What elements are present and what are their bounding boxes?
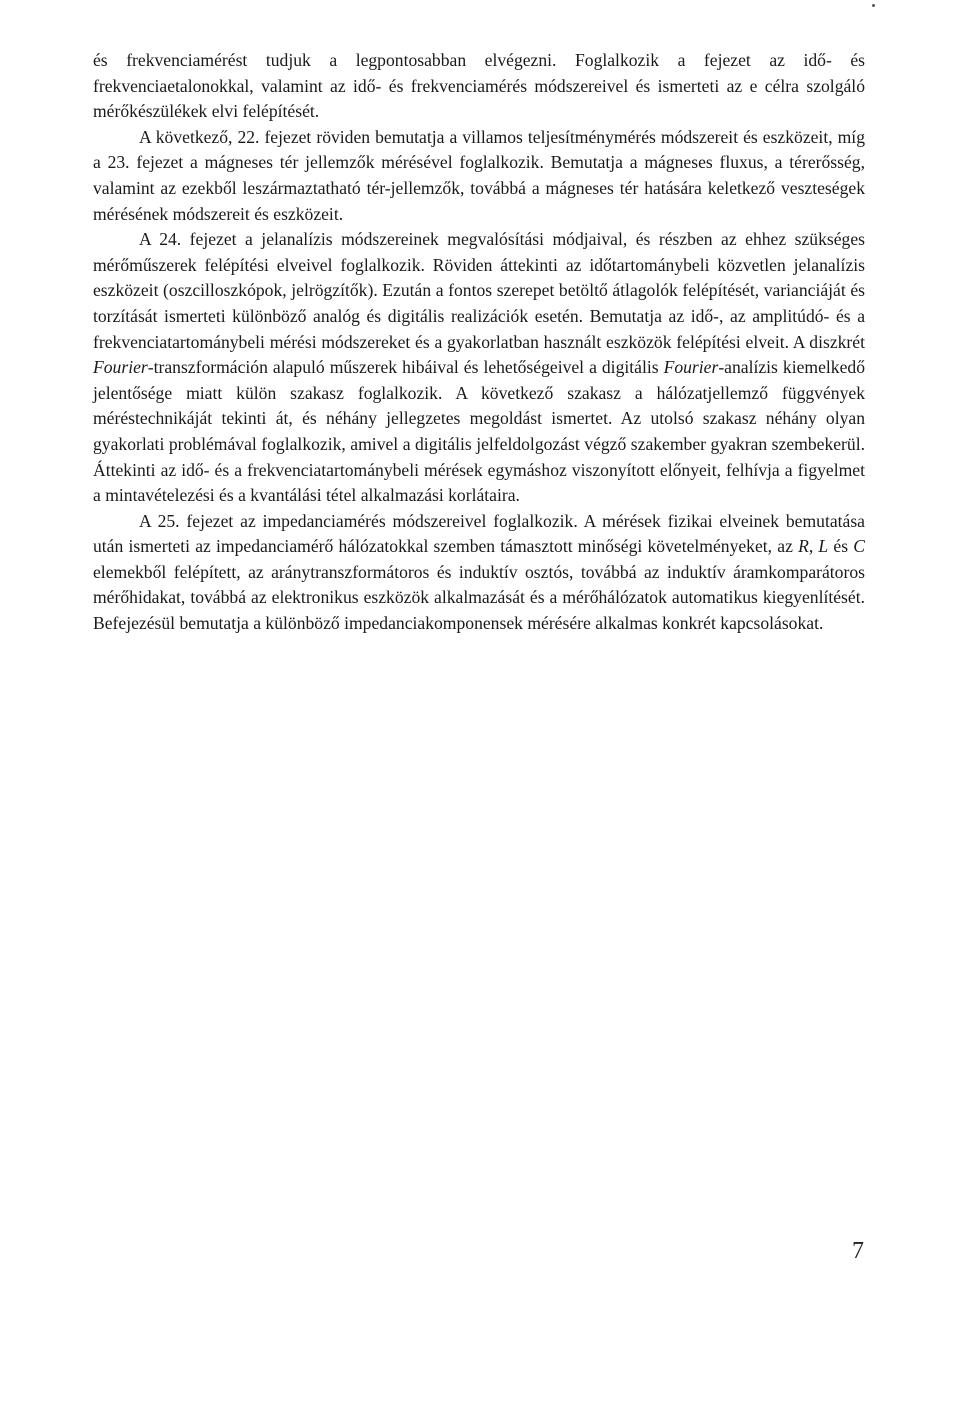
italic-term: Fourier	[93, 357, 148, 378]
page-number: 7	[852, 1238, 864, 1264]
text-run: -analízis kiemelkedő jelentősége miatt külön szakasz foglalkozik. A következő szakasz a hálózatjellemző függvények méréstechnikáját tekinti át, és néhány jellegzetes megoldást ismertet. Az utolsó szakasz néhány olyan gyakorlati problémával foglalkozik, amivel a digitális jelfeldolgozást végző szakember gyakran szembekerül. Áttekinti az idő- és a frekvenciatartománybeli mérések egymáshoz viszonyított előnyeit, felhívja a figyelmet a mintavételezési és a kvantálási tétel alkalmazási korlátaira.	[93, 357, 865, 506]
text-run: ,	[808, 536, 819, 557]
text-run: és frekvenciamérést tudjuk a legpontosabban elvégezni. Foglalkozik a fejezet az idő- és frekvenciaetalonokkal, valamint az idő- és frekvenciamérés módszereivel és ismerteti az e célra szolgáló mérőkészülékek elvi felépítését.	[93, 50, 865, 122]
text-run: A 24. fejezet a jelanalízis módszereinek megvalósítási módjaival, és részben az ehhez szükséges mérőműszerek felépítési elveivel foglalkozik. Röviden áttekinti az időtartománybeli közvetlen jelanalízis eszközeit (oszcilloszkópok, jelrögzítők). Ezután a fontos szerepet betöltő átlagolók felépítését, varianciáját és torzítását ismerteti különböző analóg és digitális realizációk esetén. Bemutatja az idő-, az amplitúdó- és a frekvenciatartománybeli mérési módszereket és a gyakorlatban használt eszközök felépítési elveit. A diszkrét	[93, 229, 865, 352]
text-run: A 25. fejezet az impedanciamérés módszereivel foglalkozik. A mérések fizikai elveinek bemutatása után ismerteti az impedanciamérő hálózatokkal szemben támasztott minőségi követelményeket, az	[93, 510, 865, 557]
paragraph-2	[93, 227, 865, 509]
italic-term: L	[818, 536, 829, 557]
paragraph-1	[93, 125, 865, 227]
scan-speck	[872, 4, 875, 7]
italic-term: Fourier	[663, 357, 719, 378]
text-run: elemekből felépített, az aránytranszformátoros és induktív osztós, továbbá az induktív áramkomparátoros mérőhidakat, továbbá az elektronikus eszközök alkalmazását és a mérőhálózatok automatikus kiegyenlítését. Befejezésül bemutatja a különböző impedanciakomponensek mérésére alkalmas konkrét kapcsolásokat.	[93, 561, 865, 634]
paragraph-0	[93, 48, 865, 125]
text-run: A következő, 22. fejezet röviden bemutatja a villamos teljesítménymérés módszereit és eszközeit, míg a 23. fejezet a mágneses tér jellemzők mérésével foglalkozik. Bemutatja a mágneses fluxus, a térerősség, valamint az ezekből leszármaztatható tér-jellemzők, továbbá a mágneses tér hatására keletkező veszteségek mérésének módszereit és eszközeit.	[93, 126, 865, 224]
page-body	[93, 48, 865, 637]
italic-term: C	[853, 536, 866, 557]
italic-term: R	[798, 536, 809, 557]
paragraph-3	[93, 509, 865, 637]
text-run: és	[828, 536, 854, 557]
text-run: -transzformáción alapuló műszerek hibáival és lehetőségeivel a digitális	[147, 357, 664, 378]
